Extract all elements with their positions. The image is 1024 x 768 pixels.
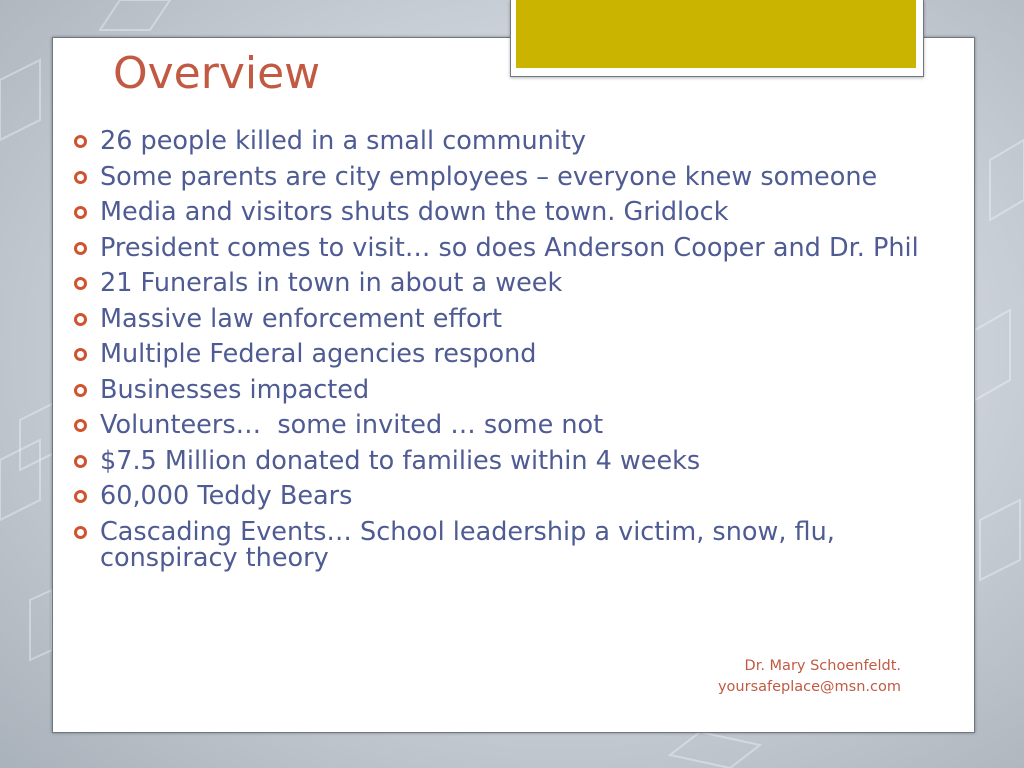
bullet-text: Media and visitors shuts down the town. Gridlock [100, 197, 729, 227]
bullet-text: Volunteers… some invited … some not [100, 410, 604, 440]
bullet-item [72, 445, 972, 476]
ring-bullet-icon [74, 242, 87, 255]
bullet-item [72, 128, 972, 154]
bullet-item [72, 374, 972, 405]
author-name: Dr. Mary Schoenfeldt. [744, 658, 901, 674]
accent-block [516, 0, 916, 68]
bullet-text: 26 people killed in a small community [100, 126, 587, 156]
bullet-text: Massive law enforcement effort [100, 303, 503, 334]
slide-title: Overview [113, 48, 321, 99]
ring-bullet-icon [74, 526, 87, 539]
ring-bullet-icon [74, 455, 87, 468]
bullet-text: President comes to visit… so does Anderson Cooper and Dr. Phil [100, 232, 919, 263]
bullet-item [72, 199, 972, 225]
ring-bullet-icon [74, 490, 87, 503]
bullet-item [72, 483, 972, 509]
bullet-item [72, 341, 972, 367]
bullet-text: Cascading Events… School leadership a victim, snow, flu, conspiracy theory [100, 516, 835, 573]
ring-bullet-icon [74, 419, 87, 432]
author-email: yoursafeplace@msn.com [717, 679, 901, 695]
ring-bullet-icon [74, 313, 87, 326]
bullet-item [72, 161, 972, 192]
bullet-text: 60,000 Teddy Bears [100, 481, 353, 511]
ring-bullet-icon [74, 206, 87, 219]
bullet-item [72, 232, 972, 263]
bullet-text: Multiple Federal agencies respond [100, 339, 537, 369]
bullet-text: 21 Funerals in town in about a week [100, 268, 563, 298]
ring-bullet-icon [74, 277, 87, 290]
footer-credit [718, 656, 901, 698]
bullet-item [72, 412, 972, 438]
ring-bullet-icon [74, 384, 87, 397]
bullet-list [72, 128, 972, 580]
bullet-item [72, 270, 972, 296]
ring-bullet-icon [74, 171, 87, 184]
bullet-item [72, 303, 972, 334]
bullet-item [72, 516, 972, 573]
ring-bullet-icon [74, 348, 87, 361]
bullet-text: Businesses impacted [100, 374, 370, 405]
bullet-text: Some parents are city employees – everyone knew someone [100, 161, 878, 192]
bullet-text: $7.5 Million donated to families within 4 weeks [100, 445, 701, 476]
ring-bullet-icon [74, 135, 87, 148]
